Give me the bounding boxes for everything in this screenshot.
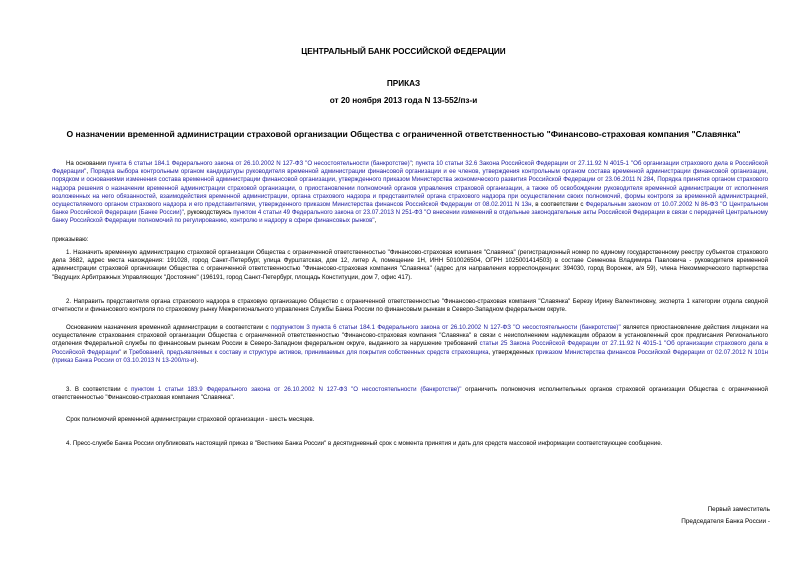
item-2-text: 2. Направить представителя органа страхового надзора в страховую организацию Общество с ограниченной ответственностью "Финансово-страховая компания "Славянка" Березу Ирину Валентиновну, эксперта 1 категории отдела сводной отчетности и финансового контроля по страховому рынку Межрегионального управления Службы Банка России по финансовым рынкам в Северо-Западном федеральном округе. [52, 298, 768, 314]
text: Основанием назначения временной администрации в соответствии с [66, 324, 271, 331]
text: является приостановление действия лицензии на осуществление страхования страховой организации Общества с ограниченной ответственностью "Финансово-страховая компания "Славянка" в связи с неисполнением надлежащим образом в установленный срок предписания Регионального отделения Федеральной службы по финансовым рынкам России в Северо-Западном федеральном округе, выданного за нарушение требований [52, 324, 768, 348]
order-word-text: приказываю: [52, 236, 89, 243]
signature-line-1: Первый заместитель [707, 506, 770, 513]
law-link[interactable]: пункта 6 статьи 184.1 Федерального закона от 26.10.2002 N 127-ФЗ "О несостоятельности (банкротстве)" [107, 160, 412, 167]
order-word [52, 236, 768, 244]
item-4 [52, 440, 768, 448]
law-link[interactable]: Требований, предъявляемых к составу и структуре активов, принимаемых для покрытия собственных средств страховщика [128, 348, 489, 356]
text: ). [194, 356, 199, 364]
item-1 [52, 249, 768, 282]
text: , [86, 168, 91, 176]
item-2 [52, 298, 768, 314]
law-link[interactable]: статьи 25 Закона Российской Федерации от 27.11.92 N 4015-1 "Об организации страхового дела в Российской Федерации" [52, 340, 769, 356]
text: , [653, 176, 658, 184]
signature-line-2: Председателя Банка России - [681, 518, 770, 525]
law-link[interactable]: пункта 10 статьи 32.6 Закона Российской Федерации от 27.11.92 N 4015-1 "Об организации страхового дела в Российской Федерации" [52, 160, 768, 176]
law-link[interactable]: Порядка принятия органом страхового надзора решения о назначении временной администрации страховой организации, о приостановлении полномочий органов управления страховой организации, а также об освобождении руководителя временной администрации от исполнения возложенных на него обязанностей, взаимодействия временной администрации, органа страхового надзора и представителей органа страхового надзора при осуществлении своих полномочий, формы контроля за временной администрацией, осуществляемого органом страхового надзора и его представителями, утвержденного приказом Министерства финансов Российской Федерации от 08.02.2011 N 13н [52, 176, 768, 209]
doc-date-number: от 20 ноября 2013 года N 13-552/пз-и [329, 96, 478, 105]
doc-subject: О назначении временной администрации страховой организации Общества с ограниченной ответственностью "Финансово-страховая компания "Славянка" [66, 129, 741, 139]
law-link[interactable]: Порядка выбора контрольным органом кандидатуры руководителя временной администрации финансовой организации и ее членов, утверждения контрольным органом состава временной администрации финансовой организации, порядком и основаниями изменения состава временной администрации финансовой организации, утвержденного приказом Министерства экономического развития Российской Федерации от 23.06.2011 N 284 [52, 168, 768, 184]
preamble [52, 160, 768, 226]
text: ( [52, 356, 55, 364]
term [52, 416, 768, 424]
text: , утвержденных [488, 348, 536, 356]
basis-paragraph [52, 324, 768, 365]
text: ограничить полномочия исполнительных органов страховой организации Общества с ограниченной ответственностью "Финансово-страховая компания "Славянка". [52, 386, 768, 402]
item-1-text: 1. Назначить временную администрацию страховой организации Общества с ограниченной ответственностью "Финансово-страховая компания "Славянка" (регистрационный номер по единому государственному реестру субъектов страхового дела 3682, адрес места нахождения: 191028, город Санкт-Петербург, улица Фурштатская, дом 12, литер А, помещение 1Н, ИНН 5010026504, ОГРН 1025001414503) в составе Семенова Владимира Павловича - руководителя временной администрации страховой организации Общества с ограниченной ответственностью "Финансово-страховая компания "Славянка" (адрес для направления корреспонденции: 394030, город Воронеж, а/я 59), члена Некоммерческого партнерства "Ведущих Арбитражных Управляющих "Достояние" (196191, город Санкт-Петербург, площадь Конституции, дом 7, офис 417). [52, 249, 768, 281]
text: , [374, 217, 377, 225]
law-link[interactable]: приказ Банка России от 03.10.2013 N 13-200/пз-и [54, 356, 195, 364]
law-link[interactable]: пунктом 1 статьи 183.9 Федерального закона от 26.10.2002 N 127-ФЗ "О несостоятельности (банкротстве)" [131, 386, 462, 393]
text: ; [411, 160, 416, 167]
law-link[interactable]: подпунктом 3 пункта 6 статьи 184.1 Федерального закона от 26.10.2002 N 127-ФЗ "О несостоятельности (банкротстве)" [270, 324, 621, 331]
text: 3. В соответствии с [66, 386, 132, 393]
text: На основании [66, 160, 108, 167]
bank-name: ЦЕНТРАЛЬНЫЙ БАНК РОССИЙСКОЙ ФЕДЕРАЦИИ [301, 47, 506, 56]
law-link[interactable]: приказом Министерства финансов Российской Федерации от 02.07.2012 N 101н [535, 348, 769, 356]
term-text: Срок полномочий временной администрации страховой организации - шесть месяцев. [66, 416, 315, 423]
doc-type: ПРИКАЗ [386, 79, 421, 88]
law-link[interactable]: Федеральным законом от 10.07.2002 N 86-ФЗ "О Центральном банке Российской Федерации (Банке России)" [52, 201, 768, 217]
text: , руководствуясь [183, 209, 234, 217]
text: , в соответствии с [531, 201, 586, 209]
item-4-text: 4. Пресс-службе Банка России опубликовать настоящий приказ в "Вестнике Банка России" в десятидневный срок с момента принятия и дать для средств массовой информации соответствующее сообщение. [66, 440, 663, 447]
text: и [121, 348, 129, 356]
item-3 [52, 386, 768, 402]
law-link[interactable]: пунктом 4 статьи 49 Федерального закона от 23.07.2013 N 251-ФЗ "О внесении изменений в отдельные законодательные акты Российской Федерации в связи с передачей Центральному банку Российской Федерации полномочий по регулированию, контролю и надзору в сфере финансовых рынков" [52, 209, 768, 225]
